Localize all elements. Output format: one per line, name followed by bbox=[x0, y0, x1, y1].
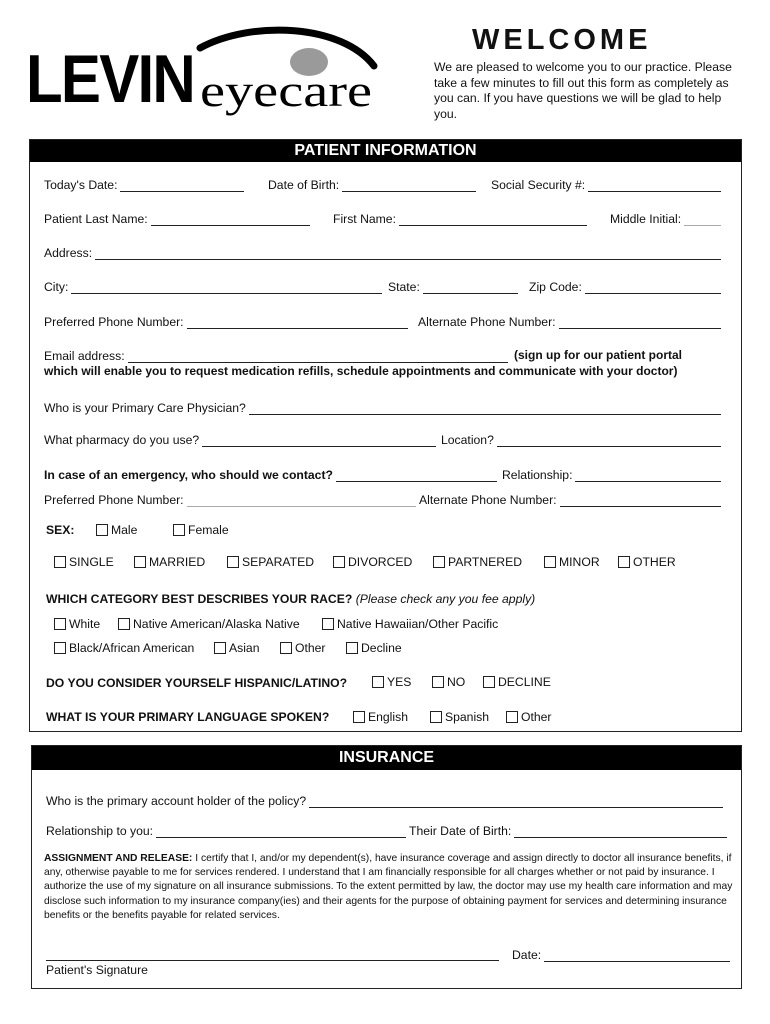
emergency-relationship-label: Relationship: bbox=[502, 468, 573, 482]
todays-date-field[interactable] bbox=[44, 178, 244, 192]
checkbox[interactable] bbox=[54, 556, 66, 568]
race-option-black[interactable] bbox=[54, 641, 194, 655]
todays-date-label: Today's Date: bbox=[44, 178, 118, 192]
social-security-field[interactable] bbox=[491, 178, 721, 192]
policy-holder-field[interactable] bbox=[46, 794, 723, 808]
option-label: Female bbox=[188, 523, 229, 537]
assignment-release-paragraph bbox=[44, 852, 734, 923]
date-of-birth-label: Date of Birth: bbox=[268, 178, 340, 192]
zip-code-field[interactable] bbox=[529, 280, 721, 294]
alternate-phone-label: Alternate Phone Number: bbox=[418, 315, 556, 329]
option-label: Asian bbox=[229, 641, 260, 655]
checkbox[interactable] bbox=[214, 642, 226, 654]
address-field[interactable] bbox=[44, 246, 721, 260]
hispanic-option-yes[interactable] bbox=[372, 675, 411, 689]
checkbox[interactable] bbox=[54, 642, 66, 654]
option-label: YES bbox=[387, 675, 412, 689]
race-option-decline[interactable] bbox=[346, 641, 402, 655]
assignment-release-label: ASSIGNMENT AND RELEASE: bbox=[44, 853, 193, 864]
option-label: Black/African American bbox=[69, 641, 195, 655]
emergency-alternate-phone-label: Alternate Phone Number: bbox=[419, 493, 557, 507]
address-label: Address: bbox=[44, 246, 93, 260]
option-label: MINOR bbox=[559, 555, 600, 569]
primary-care-physician-label: Who is your Primary Care Physician? bbox=[44, 401, 246, 415]
option-label: NO bbox=[447, 675, 466, 689]
logo-subtitle: eyecare bbox=[200, 65, 372, 116]
language-question: WHAT IS YOUR PRIMARY LANGUAGE SPOKEN? bbox=[46, 710, 330, 724]
sex-option-female[interactable] bbox=[173, 523, 229, 537]
emergency-alternate-phone-field[interactable] bbox=[419, 493, 721, 507]
sex-option-male[interactable] bbox=[96, 523, 137, 537]
marital-option-other[interactable] bbox=[618, 555, 676, 569]
signature-date-field[interactable] bbox=[512, 948, 730, 962]
option-label: Spanish bbox=[445, 710, 490, 724]
option-label: Decline bbox=[361, 641, 402, 655]
signature-date-label: Date: bbox=[512, 948, 542, 962]
marital-option-minor[interactable] bbox=[544, 555, 600, 569]
holder-date-of-birth-field[interactable] bbox=[409, 824, 727, 838]
email-label: Email address: bbox=[44, 349, 125, 363]
emergency-preferred-phone-field[interactable] bbox=[44, 493, 416, 507]
option-label: English bbox=[368, 710, 408, 724]
language-option-spanish[interactable] bbox=[430, 710, 489, 724]
checkbox[interactable] bbox=[173, 524, 185, 536]
email-portal-note: (sign up for our patient portal bbox=[514, 348, 682, 362]
checkbox[interactable] bbox=[96, 524, 108, 536]
alternate-phone-field[interactable] bbox=[418, 315, 721, 329]
checkbox[interactable] bbox=[372, 676, 384, 688]
emergency-contact-label: In case of an emergency, who should we contact? bbox=[44, 468, 333, 482]
welcome-intro: We are pleased to welcome you to our practice. Please take a few minutes to fill out this form as completely as you can. If you have questions we will be glad to help you. bbox=[434, 60, 732, 121]
checkbox[interactable] bbox=[353, 711, 365, 723]
assignment-release-text: I certify that I, and/or my dependent(s), have insurance coverage and assign directly to doctor all insurance benefits, if any, otherwise payable to me for services rendered. I understand that I am financially responsible for all charges whether or not paid by insurance. I authorize the use of my signature on all insurance submissions. To the extent permitted by law, the doctor may use my health care information and may disclose such information to my insurance company(ies) and their agents for the purpose of obtaining payment for services and determining insurance benefits or the benefits payable for related services. bbox=[44, 853, 733, 921]
pharmacy-label: What pharmacy do you use? bbox=[44, 433, 200, 447]
checkbox[interactable] bbox=[227, 556, 239, 568]
preferred-phone-field[interactable] bbox=[44, 315, 408, 329]
checkbox[interactable] bbox=[280, 642, 292, 654]
date-of-birth-field[interactable] bbox=[268, 178, 476, 192]
holder-relationship-label: Relationship to you: bbox=[46, 824, 154, 838]
patient-information-title: PATIENT INFORMATION bbox=[30, 140, 741, 162]
checkbox[interactable] bbox=[544, 556, 556, 568]
policy-holder-label: Who is the primary account holder of the policy? bbox=[46, 794, 307, 808]
checkbox[interactable] bbox=[118, 618, 130, 630]
checkbox[interactable] bbox=[333, 556, 345, 568]
race-question: WHICH CATEGORY BEST DESCRIBES YOUR RACE? bbox=[46, 592, 353, 606]
holder-date-of-birth-label: Their Date of Birth: bbox=[409, 824, 512, 838]
pharmacy-location-label: Location? bbox=[441, 433, 494, 447]
zip-code-label: Zip Code: bbox=[529, 280, 582, 294]
language-option-english[interactable] bbox=[353, 710, 408, 724]
email-portal-note-continued: which will enable you to request medication refills, schedule appointments and communicate with your doctor) bbox=[44, 364, 678, 378]
race-question-row bbox=[46, 592, 741, 606]
race-option-native-hawaiian[interactable] bbox=[322, 617, 498, 631]
race-option-white[interactable] bbox=[54, 617, 100, 631]
emergency-preferred-phone-label: Preferred Phone Number: bbox=[44, 493, 184, 507]
option-label: OTHER bbox=[633, 555, 676, 569]
checkbox[interactable] bbox=[432, 676, 444, 688]
social-security-label: Social Security #: bbox=[491, 178, 586, 192]
option-label: Native American/Alaska Native bbox=[133, 617, 300, 631]
first-name-field[interactable] bbox=[333, 212, 587, 226]
state-field[interactable] bbox=[388, 280, 518, 294]
race-option-native-american[interactable] bbox=[118, 617, 300, 631]
hispanic-option-no[interactable] bbox=[432, 675, 465, 689]
marital-option-divorced[interactable] bbox=[333, 555, 412, 569]
emergency-relationship-field[interactable] bbox=[502, 468, 721, 482]
race-option-other[interactable] bbox=[280, 641, 325, 655]
language-option-other[interactable] bbox=[506, 710, 551, 724]
last-name-field[interactable] bbox=[44, 212, 310, 226]
option-label: SEPARATED bbox=[242, 555, 315, 569]
marital-option-separated[interactable] bbox=[227, 555, 314, 569]
primary-care-physician-field[interactable] bbox=[44, 401, 721, 415]
last-name-label: Patient Last Name: bbox=[44, 212, 148, 226]
marital-option-married[interactable] bbox=[134, 555, 205, 569]
city-field[interactable] bbox=[44, 280, 382, 294]
city-label: City: bbox=[44, 280, 69, 294]
patient-signature-label: Patient's Signature bbox=[46, 963, 148, 977]
checkbox[interactable] bbox=[506, 711, 518, 723]
option-label: PARTNERED bbox=[448, 555, 523, 569]
option-label: Native Hawaiian/Other Pacific bbox=[337, 617, 499, 631]
middle-initial-label: Middle Initial: bbox=[610, 212, 682, 226]
option-label: MARRIED bbox=[149, 555, 206, 569]
checkbox[interactable] bbox=[618, 556, 630, 568]
checkbox[interactable] bbox=[433, 556, 445, 568]
option-label: Other bbox=[521, 710, 552, 724]
insurance-section bbox=[31, 745, 742, 989]
first-name-label: First Name: bbox=[333, 212, 396, 226]
marital-option-single[interactable] bbox=[54, 555, 114, 569]
marital-option-partnered[interactable] bbox=[433, 555, 522, 569]
levin-eyecare-logo bbox=[22, 22, 382, 132]
option-label: SINGLE bbox=[69, 555, 114, 569]
insurance-title: INSURANCE bbox=[32, 746, 741, 770]
checkbox[interactable] bbox=[134, 556, 146, 568]
checkbox[interactable] bbox=[430, 711, 442, 723]
preferred-phone-label: Preferred Phone Number: bbox=[44, 315, 184, 329]
checkbox[interactable] bbox=[322, 618, 334, 630]
middle-initial-field[interactable] bbox=[610, 212, 721, 226]
hispanic-option-decline[interactable] bbox=[483, 675, 551, 689]
race-option-asian[interactable] bbox=[214, 641, 260, 655]
patient-information-section bbox=[29, 139, 742, 732]
option-label: Male bbox=[111, 523, 138, 537]
holder-relationship-field[interactable] bbox=[46, 824, 406, 838]
pharmacy-location-field[interactable] bbox=[441, 433, 721, 447]
sex-label: SEX: bbox=[46, 523, 75, 537]
option-label: DIVORCED bbox=[348, 555, 413, 569]
email-field[interactable] bbox=[44, 349, 508, 363]
logo-name: LEVIN bbox=[26, 41, 194, 117]
checkbox[interactable] bbox=[346, 642, 358, 654]
emergency-contact-field[interactable] bbox=[44, 468, 497, 482]
option-label: Other bbox=[295, 641, 326, 655]
pharmacy-field[interactable] bbox=[44, 433, 436, 447]
option-label: DECLINE bbox=[498, 675, 551, 689]
option-label: White bbox=[69, 617, 101, 631]
hispanic-question: DO YOU CONSIDER YOURSELF HISPANIC/LATINO? bbox=[46, 676, 348, 690]
checkbox[interactable] bbox=[54, 618, 66, 630]
state-label: State: bbox=[388, 280, 420, 294]
checkbox[interactable] bbox=[483, 676, 495, 688]
signature-line[interactable] bbox=[46, 960, 499, 961]
welcome-title: WELCOME bbox=[472, 24, 652, 56]
race-note: (Please check any you fee apply) bbox=[355, 592, 536, 606]
